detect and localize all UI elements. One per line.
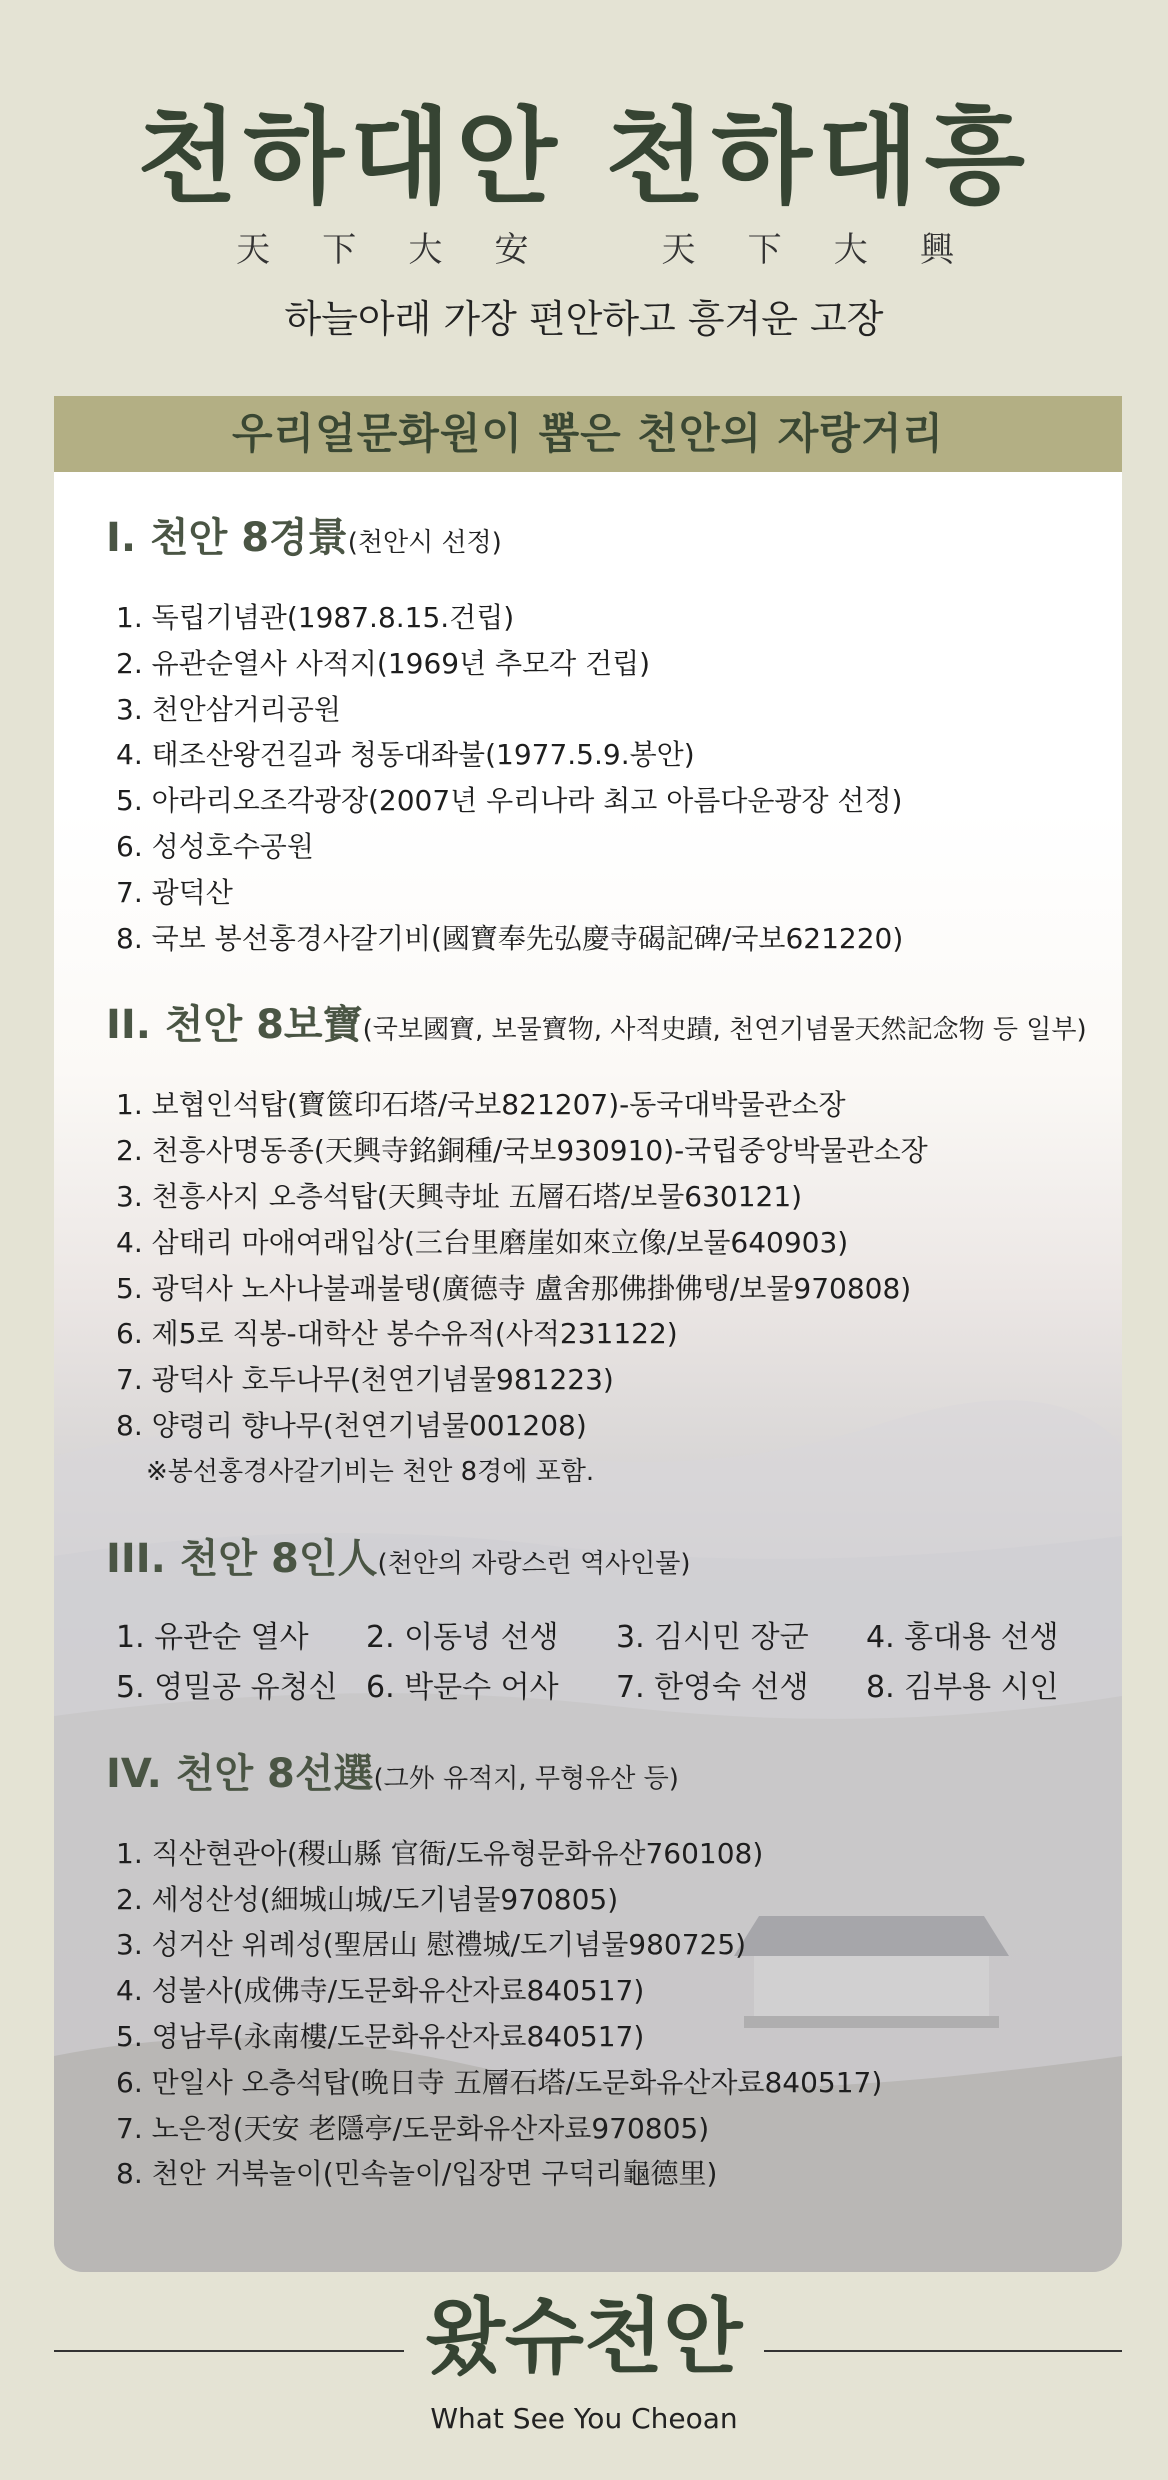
hanja-char: 天 [661,230,696,270]
list-item: 5. 광덕사 노사나불괘불탱(廣德寺 盧舍那佛掛佛탱/보물970808) [116,1271,912,1305]
list-item: 2. 천흥사명동종(天興寺銘銅種/국보930910)-국립중앙박물관소장 [116,1134,928,1168]
section-8-people [106,1535,1106,1710]
hanja-subtitle [210,222,980,271]
person-item: 2. 이동녕 선생 [366,1619,559,1655]
treasure-list [106,1082,1106,1448]
section-title [106,1750,1106,1803]
list-item: 4. 성불사(成佛寺/도문화유산자료840517) [116,1974,645,2008]
list-item: 8. 양령리 향나무(천연기념물001208) [116,1408,587,1442]
list-item: 7. 광덕산 [116,875,233,909]
sections-container [106,514,1106,2237]
section-8-scenes [106,514,1106,961]
list-item: 6. 제5로 직봉-대학산 봉수유적(사적231122) [116,1317,678,1351]
person-item: 6. 박문수 어사 [366,1669,559,1705]
list-item: 8. 천안 거북놀이(민속놀이/입장면 구덕리龜德里) [116,2157,718,2191]
hanja-spacer [555,222,636,271]
content-panel [54,396,1122,2272]
footer-tagline: What See You Cheoan [430,2402,738,2435]
section-title [106,1001,1106,1054]
person-item: 4. 홍대용 선생 [866,1619,1059,1655]
section-title-text: II. 천안 8보寶 [106,1002,363,1049]
list-item: 3. 성거산 위례성(聖居山 慰禮城/도기념물980725) [116,1928,747,1962]
person-item: 7. 한영숙 선생 [616,1669,809,1705]
footnote: ※봉선홍경사갈기비는 천안 8경에 포함. [146,1456,595,1487]
hanja-char: 大 [408,230,443,270]
person-item: 1. 유관순 열사 [116,1619,309,1655]
hanja-char: 下 [322,230,357,270]
list-item: 6. 성성호수공원 [116,829,314,863]
hanja-char: 興 [919,230,954,270]
section-subtitle: (천안시 선정) [347,528,502,558]
list-item: 3. 천안삼거리공원 [116,692,341,726]
list-item: 4. 태조산왕건길과 청동대좌불(1977.5.9.봉안) [116,738,695,772]
person-item: 3. 김시민 장군 [616,1619,809,1655]
people-grid [106,1616,1106,1710]
main-title: 천하대안 천하대흥 [137,95,1031,218]
list-item: 2. 세성산성(細城山城/도기념물970805) [116,1882,619,1916]
hanja-char: 大 [833,230,868,270]
person-item: 5. 영밀공 유청신 [116,1669,338,1705]
section-8-treasures [106,1001,1106,1494]
list-item: 8. 국보 봉선홍경사갈기비(國寶奉先弘慶寺碣記碑/국보621220) [116,921,904,955]
section-title [106,514,1106,567]
scene-list [106,595,1106,961]
section-subtitle: (천안의 자랑스런 역사인물) [377,1548,691,1579]
list-item: 2. 유관순열사 사적지(1969년 추모각 건립) [116,646,651,680]
person-item: 8. 김부용 시인 [866,1669,1059,1705]
list-item: 3. 천흥사지 오층석탑(天興寺址 五層石塔/보물630121) [116,1179,803,1213]
section-subtitle: (그外 유적지, 무형유산 등) [373,1763,679,1794]
section-title-text: IV. 천안 8선選 [106,1750,374,1797]
hanja-char: 天 [236,230,271,270]
section-8-selections [106,1750,1106,2197]
hanja-char: 下 [747,230,782,270]
section-title [106,1535,1106,1588]
list-item: 7. 노은정(天安 老隱亭/도문화유산자료970805) [116,2111,710,2145]
list-item: 4. 삼태리 마애여래입상(三台里磨崖如來立像/보물640903) [116,1225,849,1259]
list-item: 1. 독립기념관(1987.8.15.건립) [116,601,515,634]
selection-list [106,1831,1106,2197]
page-subtitle: 하늘아래 가장 편안하고 흥겨운 고장 [284,297,884,341]
hanja-char: 安 [494,230,529,270]
list-item: 1. 보협인석탑(寶篋印石塔/국보821207)-동국대박물관소장 [116,1088,846,1122]
section-title-text: III. 천안 8인人 [106,1535,378,1582]
list-item: 1. 직산현관아(稷山縣 官衙/도유형문화유산760108) [116,1836,764,1870]
list-item: 5. 아라리오조각광장(2007년 우리나라 최고 아름다운광장 선정) [116,784,903,818]
list-item: 6. 만일사 오층석탑(晩日寺 五層石塔/도문화유산자료840517) [116,2065,883,2099]
footer-logo: 왔슈천안 [425,2289,743,2385]
panel-heading: 우리얼문화원이 뽑은 천안의 자랑거리 [54,396,1122,472]
section-subtitle: (국보國寶, 보물寶物, 사적史蹟, 천연기념물天然記念物 등 일부) [362,1015,1087,1046]
list-item: 7. 광덕사 호두나무(천연기념물981223) [116,1363,614,1397]
section-title-text: Ⅰ. 천안 8경景 [106,515,348,561]
list-item: 5. 영남루(永南樓/도문화유산자료840517) [116,2019,645,2053]
